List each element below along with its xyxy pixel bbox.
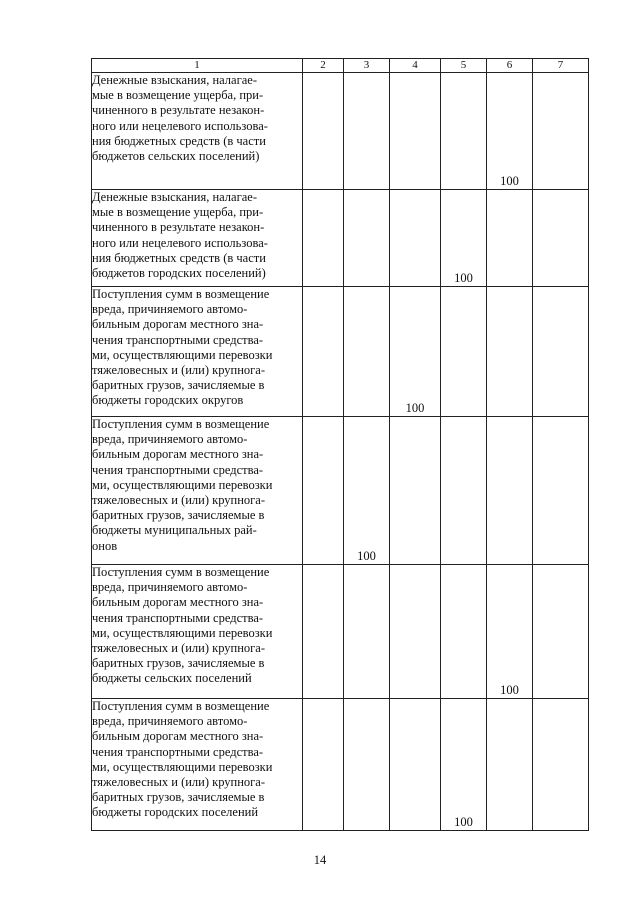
value-cell bbox=[533, 73, 589, 190]
value-cell bbox=[303, 417, 344, 565]
value-cell bbox=[303, 287, 344, 417]
description-line: бюджеты сельских поселений bbox=[92, 671, 252, 686]
description-line: чиненного в результате незакон- bbox=[92, 220, 265, 235]
value-cell bbox=[441, 565, 487, 699]
description-line: тяжеловесных и (или) крупнога- bbox=[92, 775, 266, 790]
value-cell bbox=[533, 565, 589, 699]
description-line: чиненного в результате незакон- bbox=[92, 103, 265, 118]
cell-value: 100 bbox=[357, 549, 376, 563]
table-row bbox=[92, 417, 589, 565]
description-line: бюджетов сельских поселений) bbox=[92, 149, 260, 164]
value-cell bbox=[533, 417, 589, 565]
table-row bbox=[92, 565, 589, 699]
description-line: Поступления сумм в возмещение bbox=[92, 287, 270, 301]
description-line: вреда, причиняемого автомо- bbox=[92, 302, 248, 317]
value-cell bbox=[344, 699, 390, 831]
description-line: бюджеты городских округов bbox=[92, 393, 244, 408]
row-description bbox=[92, 73, 303, 190]
value-cell bbox=[390, 417, 441, 565]
row-description bbox=[92, 565, 303, 699]
value-cell bbox=[533, 699, 589, 831]
value-cell bbox=[441, 287, 487, 417]
value-cell bbox=[303, 699, 344, 831]
description-line: ми, осуществляющими перевозки bbox=[92, 347, 273, 362]
description-line: бюджеты городских поселений bbox=[92, 805, 259, 820]
value-cell bbox=[390, 565, 441, 699]
description-line: бюджеты муниципальных рай- bbox=[92, 523, 257, 538]
value-cell bbox=[533, 287, 589, 417]
value-cell bbox=[344, 565, 390, 699]
description-line: бильным дорогам местного зна- bbox=[92, 317, 264, 332]
description-line: бюджетов городских поселений) bbox=[92, 266, 266, 281]
column-header-6: 6 bbox=[487, 59, 533, 73]
value-cell bbox=[390, 190, 441, 287]
description-line: вреда, причиняемого автомо- bbox=[92, 432, 248, 447]
description-line: баритных грузов, зачисляемые в bbox=[92, 508, 265, 523]
description-line: тяжеловесных и (или) крупнога- bbox=[92, 641, 266, 656]
description-line: чения транспортными средства- bbox=[92, 744, 264, 759]
description-line: мые в возмещение ущерба, при- bbox=[92, 88, 264, 103]
row-description bbox=[92, 190, 303, 287]
description-line: тяжеловесных и (или) крупнога- bbox=[92, 493, 266, 508]
description-line: Поступления сумм в возмещение bbox=[92, 565, 270, 579]
column-header-4: 4 bbox=[390, 59, 441, 73]
description-line: баритных грузов, зачисляемые в bbox=[92, 656, 265, 671]
description-line: вреда, причиняемого автомо- bbox=[92, 580, 248, 595]
description-line: ми, осуществляющими перевозки bbox=[92, 625, 273, 640]
description-line: баритных грузов, зачисляемые в bbox=[92, 790, 265, 805]
value-cell bbox=[303, 565, 344, 699]
description-line: тяжеловесных и (или) крупнога- bbox=[92, 363, 266, 378]
column-header-7: 7 bbox=[533, 59, 589, 73]
cell-value: 100 bbox=[405, 401, 425, 415]
value-cell bbox=[441, 190, 487, 287]
description-line: ного или нецелевого использова- bbox=[92, 235, 268, 250]
table-header-row bbox=[92, 59, 589, 73]
description-line: ми, осуществляющими перевозки bbox=[92, 477, 273, 492]
column-header-3: 3 bbox=[344, 59, 390, 73]
cell-value: 100 bbox=[454, 271, 473, 285]
description-line: онов bbox=[92, 538, 118, 553]
description-line: Денежные взыскания, налагае- bbox=[92, 190, 257, 204]
description-line: чения транспортными средства- bbox=[92, 332, 264, 347]
column-header-1: 1 bbox=[92, 59, 303, 73]
value-cell bbox=[344, 417, 390, 565]
cell-value: 100 bbox=[454, 815, 473, 829]
value-cell bbox=[487, 287, 533, 417]
table-row bbox=[92, 699, 589, 831]
value-cell bbox=[344, 287, 390, 417]
description-line: Поступления сумм в возмещение bbox=[92, 417, 270, 431]
document-sheet bbox=[91, 58, 588, 831]
revenue-distribution-table bbox=[91, 58, 589, 831]
description-line: бильным дорогам местного зна- bbox=[92, 447, 264, 462]
value-cell bbox=[441, 417, 487, 565]
description-line: ного или нецелевого использова- bbox=[92, 118, 268, 133]
row-description bbox=[92, 417, 303, 565]
value-cell bbox=[487, 73, 533, 190]
description-line: вреда, причиняемого автомо- bbox=[92, 714, 248, 729]
value-cell bbox=[344, 73, 390, 190]
value-cell bbox=[344, 190, 390, 287]
description-line: бильным дорогам местного зна- bbox=[92, 595, 264, 610]
column-header-5: 5 bbox=[441, 59, 487, 73]
description-line: ния бюджетных средств (в части bbox=[92, 250, 266, 265]
description-line: Денежные взыскания, налагае- bbox=[92, 73, 257, 87]
value-cell bbox=[487, 190, 533, 287]
page-number: 14 bbox=[313, 853, 327, 867]
description-line: мые в возмещение ущерба, при- bbox=[92, 205, 264, 220]
value-cell bbox=[441, 73, 487, 190]
table-row bbox=[92, 73, 589, 190]
cell-value: 100 bbox=[500, 683, 519, 697]
description-line: баритных грузов, зачисляемые в bbox=[92, 378, 265, 393]
value-cell bbox=[487, 565, 533, 699]
value-cell bbox=[487, 417, 533, 565]
value-cell bbox=[441, 699, 487, 831]
description-line: чения транспортными средства- bbox=[92, 610, 264, 625]
value-cell bbox=[533, 190, 589, 287]
description-line: чения транспортными средства- bbox=[92, 462, 264, 477]
value-cell bbox=[390, 73, 441, 190]
description-line: бильным дорогам местного зна- bbox=[92, 729, 264, 744]
cell-value: 100 bbox=[500, 174, 519, 188]
value-cell bbox=[390, 699, 441, 831]
description-line: Поступления сумм в возмещение bbox=[92, 699, 270, 713]
column-header-2: 2 bbox=[303, 59, 344, 73]
table-body bbox=[92, 73, 589, 831]
table-row bbox=[92, 190, 589, 287]
description-line: ми, осуществляющими перевозки bbox=[92, 759, 273, 774]
table-row bbox=[92, 287, 589, 417]
value-cell bbox=[390, 287, 441, 417]
value-cell bbox=[487, 699, 533, 831]
row-description bbox=[92, 287, 303, 417]
description-line: ния бюджетных средств (в части bbox=[92, 133, 266, 148]
value-cell bbox=[303, 190, 344, 287]
value-cell bbox=[303, 73, 344, 190]
row-description bbox=[92, 699, 303, 831]
